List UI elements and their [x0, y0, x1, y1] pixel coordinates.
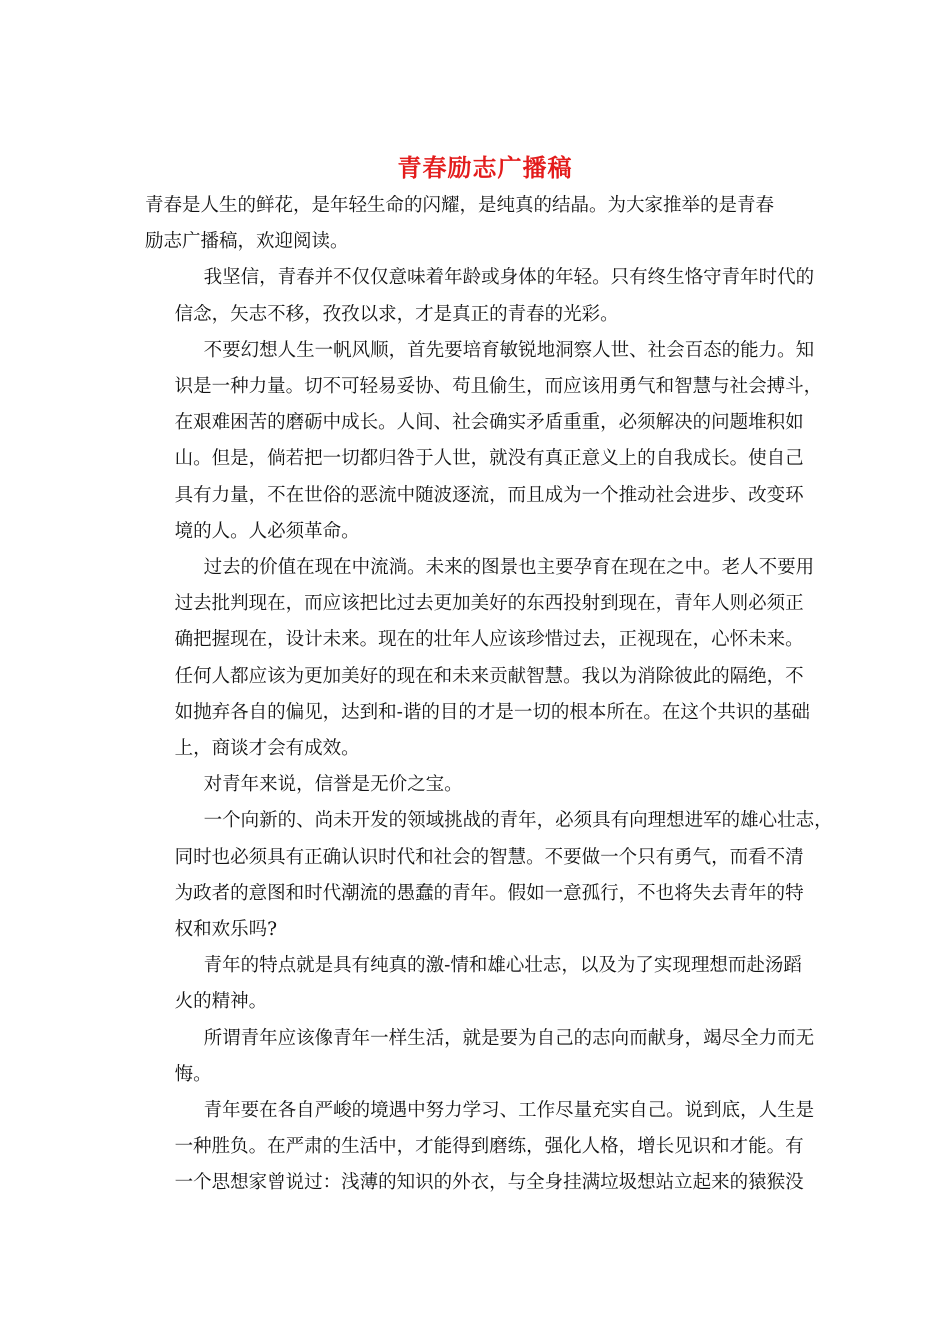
paragraph-line: 为政者的意图和时代潮流的愚蠢的青年。假如一意孤行，不也将失去青年的特: [174, 882, 804, 904]
paragraph-line: 具有力量，不在世俗的恶流中随波逐流，而且成为一个推动社会进步、改变环: [174, 484, 804, 506]
paragraph-line: 青年的特点就是具有纯真的激-情和雄心壮志，以及为了实现理想而赴汤蹈: [203, 955, 802, 977]
paragraph: [145, 948, 813, 1020]
paragraph-line: 山。但是，倘若把一切都归咎于人世，就没有真正意义上的自我成长。使自己: [174, 448, 804, 470]
paragraph: [145, 1021, 813, 1093]
paragraph-line: 任何人都应该为更加美好的现在和未来贡献智慧。我以为消除彼此的隔绝，不: [174, 665, 804, 687]
paragraph-line: 一种胜负。在严肃的生活中，才能得到磨练，强化人格，增长见识和才能。有: [174, 1136, 804, 1158]
document-page: [145, 148, 833, 1202]
paragraph-line: 过去批判现在，而应该把比过去更加美好的东西投射到现在，青年人则必须正: [174, 593, 804, 615]
paragraph-line: 悔。: [174, 1063, 212, 1085]
paragraph: [145, 1093, 813, 1202]
paragraph-line: 所谓青年应该像青年一样生活，就是要为自己的志向而献身，竭尽全力而无: [203, 1027, 815, 1049]
paragraph-line: 青春是人生的鲜花，是年轻生命的闪耀，是纯真的结晶。为大家推举的是青春: [145, 195, 775, 216]
paragraph: [145, 550, 813, 767]
paragraph-line: 如抛弃各自的偏见，达到和-谐的目的才是一切的根本所在。在这个共识的基础: [174, 701, 810, 723]
paragraph-line: 权和欢乐吗?: [174, 919, 278, 941]
paragraph-line: 一个向新的、尚未开发的领域挑战的青年，必须具有向理想进军的雄心壮志，: [203, 810, 833, 832]
paragraph-line: 同时也必须具有正确认识时代和社会的智慧。不要做一个只有勇气，而看不清: [174, 846, 804, 868]
paragraph-line: 励志广播稿，欢迎阅读。: [145, 231, 349, 253]
paragraph: [145, 333, 823, 550]
paragraph-intro: [145, 188, 813, 260]
paragraph-line: 境的人。人必须革命。: [174, 520, 360, 542]
paragraph-line: 一个思想家曾说过：浅薄的知识的外衣，与全身挂满垃圾想站立起来的猿猴没: [174, 1172, 804, 1194]
paragraph-line: 对青年来说，信誉是无价之宝。: [203, 774, 463, 796]
paragraph-line: 火的精神。: [174, 991, 268, 1013]
paragraph-line: 上，商谈才会有成效。: [174, 738, 360, 760]
paragraph-line: 在艰难困苦的磨砺中成长。人间、社会确实矛盾重重，必须解决的问题堆积如: [174, 412, 804, 434]
paragraph-line: 识是一种力量。切不可轻易妥协、苟且偷生，而应该用勇气和智慧与社会搏斗，: [174, 376, 823, 398]
paragraph-line: 确把握现在，设计未来。现在的壮年人应该珍惜过去，正视现在，心怀未来。: [174, 629, 804, 651]
paragraph: [145, 767, 813, 803]
paragraph: [145, 260, 813, 332]
paragraph-line: 不要幻想人生一帆风顺，首先要培育敏锐地洞察人世、社会百态的能力。知: [203, 339, 815, 361]
paragraph-line: 青年要在各自严峻的境遇中努力学习、工作尽量充实自己。说到底，人生是: [203, 1100, 815, 1122]
paragraph-line: 过去的价值在现在中流淌。未来的图景也主要孕育在现在之中。老人不要用: [203, 557, 815, 579]
paragraph-line: 我坚信，青春并不仅仅意味着年龄或身体的年轻。只有终生恪守青年时代的: [203, 267, 815, 289]
document-title: 青春励志广播稿: [397, 153, 573, 182]
paragraph: [145, 803, 833, 948]
paragraph-line: 信念，矢志不移，孜孜以求，才是真正的青春的光彩。: [174, 303, 619, 325]
